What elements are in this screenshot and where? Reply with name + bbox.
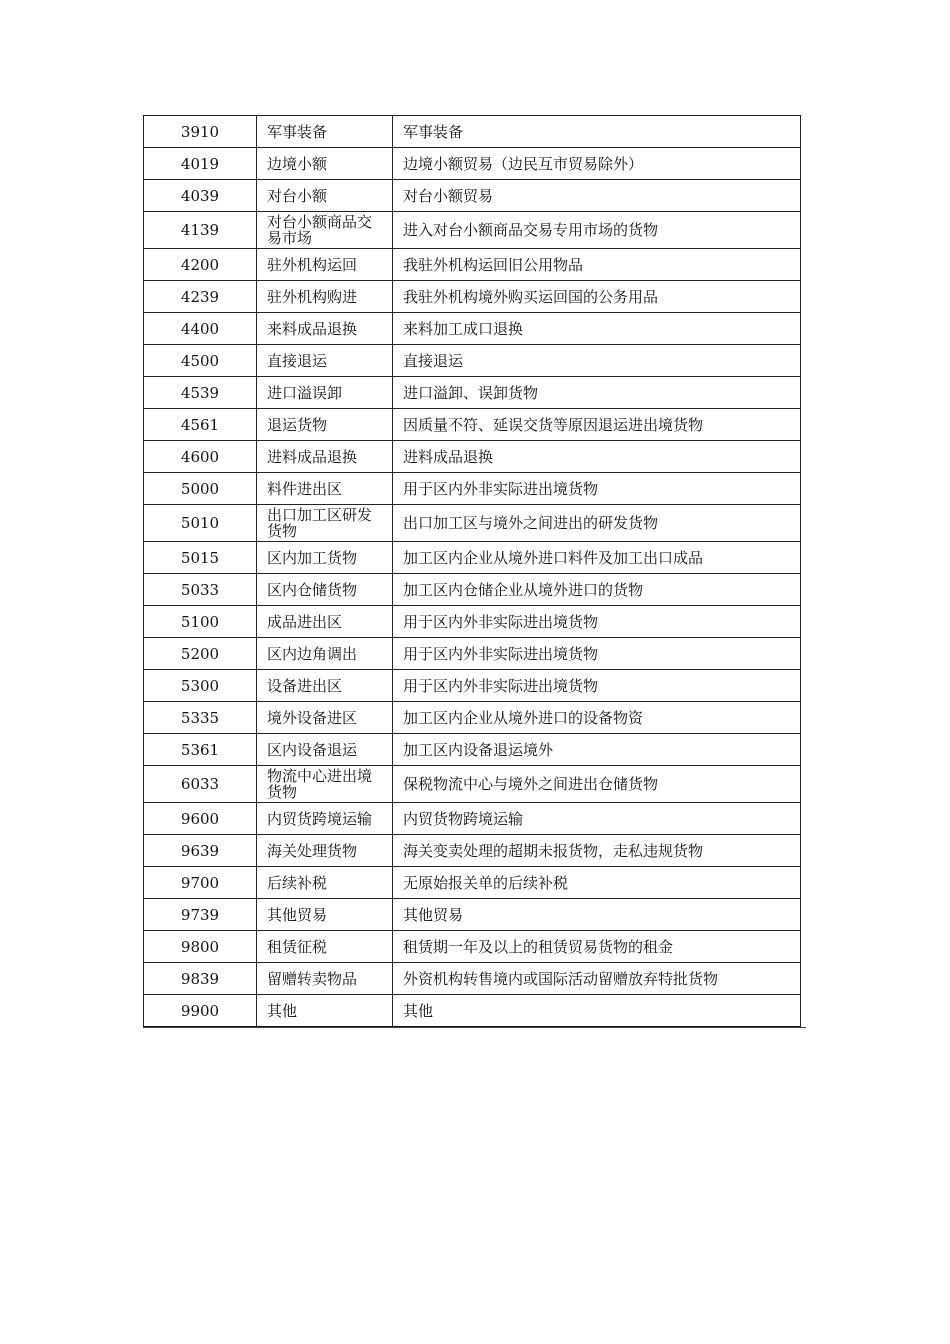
code-cell: 5100 — [144, 606, 257, 638]
table-row — [144, 441, 801, 473]
code-cell: 4019 — [144, 148, 257, 180]
code-cell: 6033 — [144, 766, 257, 803]
description-cell: 来料加工成口退换 — [393, 313, 801, 345]
description-cell: 边境小额贸易（边民互市贸易除外） — [393, 148, 801, 180]
table-row — [144, 212, 801, 249]
description-cell: 其他贸易 — [393, 899, 801, 931]
name-cell: 驻外机构运回 — [257, 249, 393, 281]
name-cell: 退运货物 — [257, 409, 393, 441]
description-cell: 外资机构转售境内或国际活动留赠放弃特批货物 — [393, 963, 801, 995]
code-cell: 4600 — [144, 441, 257, 473]
name-cell: 对台小额商品交易市场 — [257, 212, 393, 249]
name-cell: 区内加工货物 — [257, 542, 393, 574]
table-row — [144, 931, 801, 963]
code-cell: 5015 — [144, 542, 257, 574]
code-cell: 5300 — [144, 670, 257, 702]
description-cell: 对台小额贸易 — [393, 180, 801, 212]
code-cell: 4239 — [144, 281, 257, 313]
code-cell: 9800 — [144, 931, 257, 963]
name-cell: 对台小额 — [257, 180, 393, 212]
name-cell: 边境小额 — [257, 148, 393, 180]
description-cell: 加工区内企业从境外进口料件及加工出口成品 — [393, 542, 801, 574]
code-cell: 4200 — [144, 249, 257, 281]
trade-mode-code-table — [143, 115, 801, 1028]
code-cell: 9700 — [144, 867, 257, 899]
description-cell: 出口加工区与境外之间进出的研发货物 — [393, 505, 801, 542]
table-row — [144, 345, 801, 377]
description-cell: 加工区内企业从境外进口的设备物资 — [393, 702, 801, 734]
table-row — [144, 377, 801, 409]
table-row — [144, 766, 801, 803]
table-row — [144, 867, 801, 899]
description-cell: 进料成品退换 — [393, 441, 801, 473]
table-body — [144, 116, 801, 1028]
name-cell: 进口溢误卸 — [257, 377, 393, 409]
name-cell: 租赁征税 — [257, 931, 393, 963]
bottom-rule — [143, 1027, 806, 1028]
code-cell: 4561 — [144, 409, 257, 441]
table-row — [144, 180, 801, 212]
table-row — [144, 734, 801, 766]
code-cell: 5361 — [144, 734, 257, 766]
description-cell: 用于区内外非实际进出境货物 — [393, 670, 801, 702]
table-row — [144, 116, 801, 148]
code-cell: 4500 — [144, 345, 257, 377]
code-cell: 9739 — [144, 899, 257, 931]
name-cell: 区内边角调出 — [257, 638, 393, 670]
table-row — [144, 995, 801, 1028]
table-row — [144, 249, 801, 281]
code-cell: 5010 — [144, 505, 257, 542]
code-cell: 4139 — [144, 212, 257, 249]
table-row — [144, 702, 801, 734]
name-cell: 其他 — [257, 995, 393, 1028]
name-cell: 直接退运 — [257, 345, 393, 377]
name-cell: 来料成品退换 — [257, 313, 393, 345]
name-cell: 留赠转卖物品 — [257, 963, 393, 995]
name-cell: 设备进出区 — [257, 670, 393, 702]
table-row — [144, 670, 801, 702]
description-cell: 海关变卖处理的超期未报货物，走私违规货物 — [393, 835, 801, 867]
code-cell: 9900 — [144, 995, 257, 1028]
description-cell: 进口溢卸、误卸货物 — [393, 377, 801, 409]
code-cell: 9600 — [144, 803, 257, 835]
description-cell: 租赁期一年及以上的租赁贸易货物的租金 — [393, 931, 801, 963]
description-cell: 军事装备 — [393, 116, 801, 148]
name-cell: 出口加工区研发货物 — [257, 505, 393, 542]
code-cell: 3910 — [144, 116, 257, 148]
description-cell: 直接退运 — [393, 345, 801, 377]
table-row — [144, 281, 801, 313]
name-cell: 后续补税 — [257, 867, 393, 899]
table-row — [144, 313, 801, 345]
table-row — [144, 899, 801, 931]
description-cell: 我驻外机构境外购买运回国的公务用品 — [393, 281, 801, 313]
table-row — [144, 574, 801, 606]
description-cell: 加工区内设备退运境外 — [393, 734, 801, 766]
description-cell: 用于区内外非实际进出境货物 — [393, 638, 801, 670]
code-cell: 9639 — [144, 835, 257, 867]
name-cell: 军事装备 — [257, 116, 393, 148]
table-row — [144, 638, 801, 670]
code-cell: 4039 — [144, 180, 257, 212]
description-cell: 加工区内仓储企业从境外进口的货物 — [393, 574, 801, 606]
code-cell: 5000 — [144, 473, 257, 505]
name-cell: 海关处理货物 — [257, 835, 393, 867]
description-cell: 进入对台小额商品交易专用市场的货物 — [393, 212, 801, 249]
table-row — [144, 542, 801, 574]
table-row — [144, 505, 801, 542]
name-cell: 物流中心进出境货物 — [257, 766, 393, 803]
name-cell: 境外设备进区 — [257, 702, 393, 734]
code-cell: 4400 — [144, 313, 257, 345]
table-row — [144, 963, 801, 995]
table-row — [144, 835, 801, 867]
table-row — [144, 803, 801, 835]
code-cell: 5335 — [144, 702, 257, 734]
table-row — [144, 606, 801, 638]
description-cell: 内贸货物跨境运输 — [393, 803, 801, 835]
name-cell: 驻外机构购进 — [257, 281, 393, 313]
description-cell: 其他 — [393, 995, 801, 1028]
table-row — [144, 409, 801, 441]
code-cell: 5033 — [144, 574, 257, 606]
description-cell: 用于区内外非实际进出境货物 — [393, 473, 801, 505]
description-cell: 用于区内外非实际进出境货物 — [393, 606, 801, 638]
name-cell: 成品进出区 — [257, 606, 393, 638]
description-cell: 因质量不符、延误交货等原因退运进出境货物 — [393, 409, 801, 441]
description-cell: 我驻外机构运回旧公用物品 — [393, 249, 801, 281]
table-row — [144, 473, 801, 505]
name-cell: 料件进出区 — [257, 473, 393, 505]
name-cell: 区内设备退运 — [257, 734, 393, 766]
name-cell: 区内仓储货物 — [257, 574, 393, 606]
name-cell: 内贸货跨境运输 — [257, 803, 393, 835]
code-cell: 5200 — [144, 638, 257, 670]
table-row — [144, 148, 801, 180]
name-cell: 其他贸易 — [257, 899, 393, 931]
code-cell: 4539 — [144, 377, 257, 409]
description-cell: 无原始报关单的后续补税 — [393, 867, 801, 899]
code-cell: 9839 — [144, 963, 257, 995]
name-cell: 进料成品退换 — [257, 441, 393, 473]
description-cell: 保税物流中心与境外之间进出仓储货物 — [393, 766, 801, 803]
